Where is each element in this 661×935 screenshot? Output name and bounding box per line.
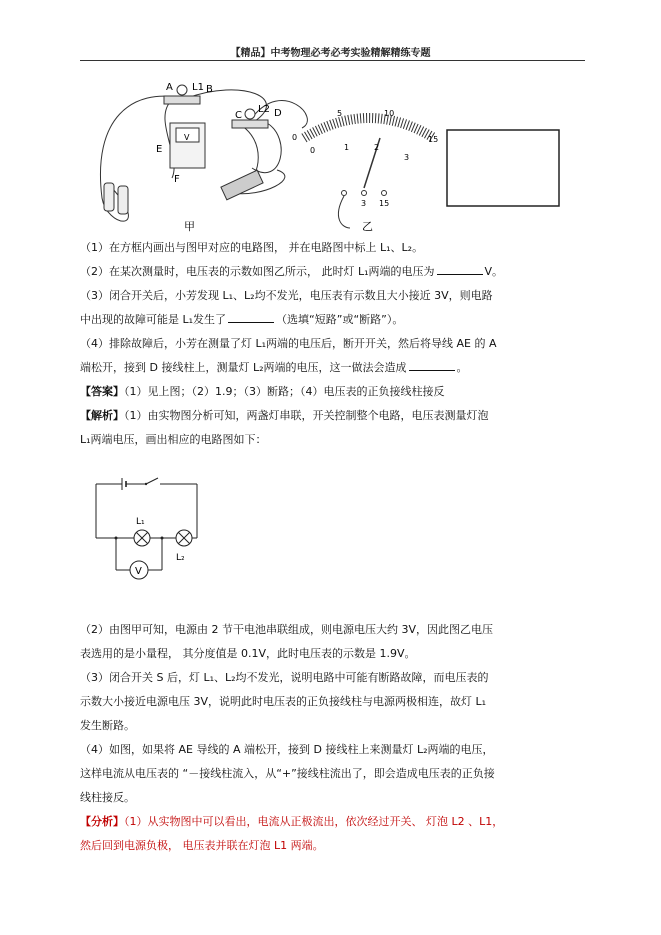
terminal-label-15: 15 [379,199,390,208]
question-2: （2）在某次测量时，电压表的示数如图乙所示， 此时灯 L₁两端的电压为 V。 [80,265,504,278]
circuit-diagram [92,470,202,588]
bulb-l2 [245,109,255,119]
label-l2: L₂ [176,553,185,563]
question-3-line-1: （3）闭合开关后，小芳发现 L₁、L₂均不发光，电压表有示数且大小接近 3V，则电路 [80,289,493,302]
answer-blank[interactable] [437,264,483,275]
bulb-l1 [177,85,187,95]
scale-bottom-3: 3 [404,153,410,162]
question-1: （1）在方框内画出与图甲对应的电路图， 并在电路图中标上 L₁、L₂。 [80,241,424,254]
lamp-holder-l1 [164,96,200,104]
question-3-line-2: 中出现的故障可能是 L₁发生了 （选填“短路”或“断路”）。 [80,313,404,326]
scale-top-15: 15 [428,135,439,144]
question-4-line-2: 端松开，接到 D 接线柱上，测量灯 L₂两端的电压，这一做法会造成 。 [80,361,468,374]
analysis-4-line-1: （4）如图，如果将 AE 导线的 A 端松开，接到 D 接线柱上来测量灯 L₂两端的电压， [80,743,494,756]
voltmeter-label: V [135,566,142,577]
experiment-figure [92,78,592,238]
lamp-holder-l2 [232,120,268,128]
analysis-2-line-1: （2）由图甲可知，电源由 2 节干电池串联组成，则电源电压大约 3V，因此图乙电压 [80,623,494,636]
label-jia: 甲 [184,220,195,233]
label-a: A [166,82,173,93]
analysis-line-2: L₁两端电压，画出相应的电路图如下： [80,433,267,446]
wire [252,123,281,173]
answer-line: 【答案】（1）见上图；（2）1.9；（3）断路；（4）电压表的正负接线柱接反 [80,385,445,398]
question-4-line-1: （4）排除故障后，小芳在测量了灯 L₁两端的电压后，断开开关，然后将导线 AE 的 A [80,337,497,350]
circuit-diagram-box [447,130,559,206]
scale-bottom-1: 1 [344,143,350,152]
fenxi-line-1: 【分析】（1）从实物图中可以看出，电流从正极流出，依次经过开关、 灯泡 L2 、L1， [80,815,504,828]
analysis-3-line-3: 发生断路。 [80,719,135,732]
terminal-3 [362,191,367,196]
switch-blade [146,478,158,484]
label-v: V [184,133,190,142]
terminal-15 [382,191,387,196]
label-yi: 乙 [362,220,373,233]
label-c: C [235,110,242,121]
answer-blank[interactable] [409,360,455,371]
terminal-minus [342,191,347,196]
label-f: F [174,174,180,185]
terminal-label-3: 3 [361,199,367,208]
page-header: 【精品】中考物理必考必考实验精解精练专题 [230,48,431,59]
label-l1: L1 [192,82,204,93]
analysis-block [80,618,585,858]
scale-top-10: 10 [384,109,395,118]
battery [104,183,114,211]
label-e: E [156,144,163,155]
answer-blank[interactable] [228,312,274,323]
analysis-4-line-2: 这样电流从电压表的 “－接线柱流入，从“+”接线柱流出了，即会造成电压表的正负接 [80,767,495,780]
label-l1: L₁ [136,517,145,527]
fenxi-line-2: 然后回到电源负极， 电压表并联在灯泡 L1 两端。 [80,839,324,852]
analysis-4-line-3: 线柱接反。 [80,791,135,804]
scale-bottom-2: 2 [374,143,380,152]
analysis-line-1: 【解析】（1）由实物图分析可知，两盏灯串联，开关控制整个电路，电压表测量灯泡 [80,409,489,422]
switch [221,170,263,200]
question-block [80,236,585,452]
analysis-2-line-2: 表选用的是小量程， 其分度值是 0.1V，此时电压表的示数是 1.9V。 [80,647,416,660]
label-b: B [206,84,213,95]
wire [187,90,266,123]
label-l2: L2 [258,104,270,115]
dial-wire [338,196,350,228]
scale-top-5: 5 [337,109,343,118]
label-d: D [274,108,282,119]
analysis-3-line-2: 示数大小接近电源电压 3V，说明此时电压表的正负接线柱与电源两极相连，故灯 L₁ [80,695,487,708]
battery [118,186,128,214]
scale-top-0: 0 [292,133,298,142]
analysis-3-line-1: （3）闭合开关 S 后，灯 L₁、L₂均不发光，说明电路中可能有断路故障，而电压表的 [80,671,489,684]
scale-bottom-0: 0 [310,146,316,155]
header-rule [80,60,585,61]
dial-arc [304,118,434,138]
